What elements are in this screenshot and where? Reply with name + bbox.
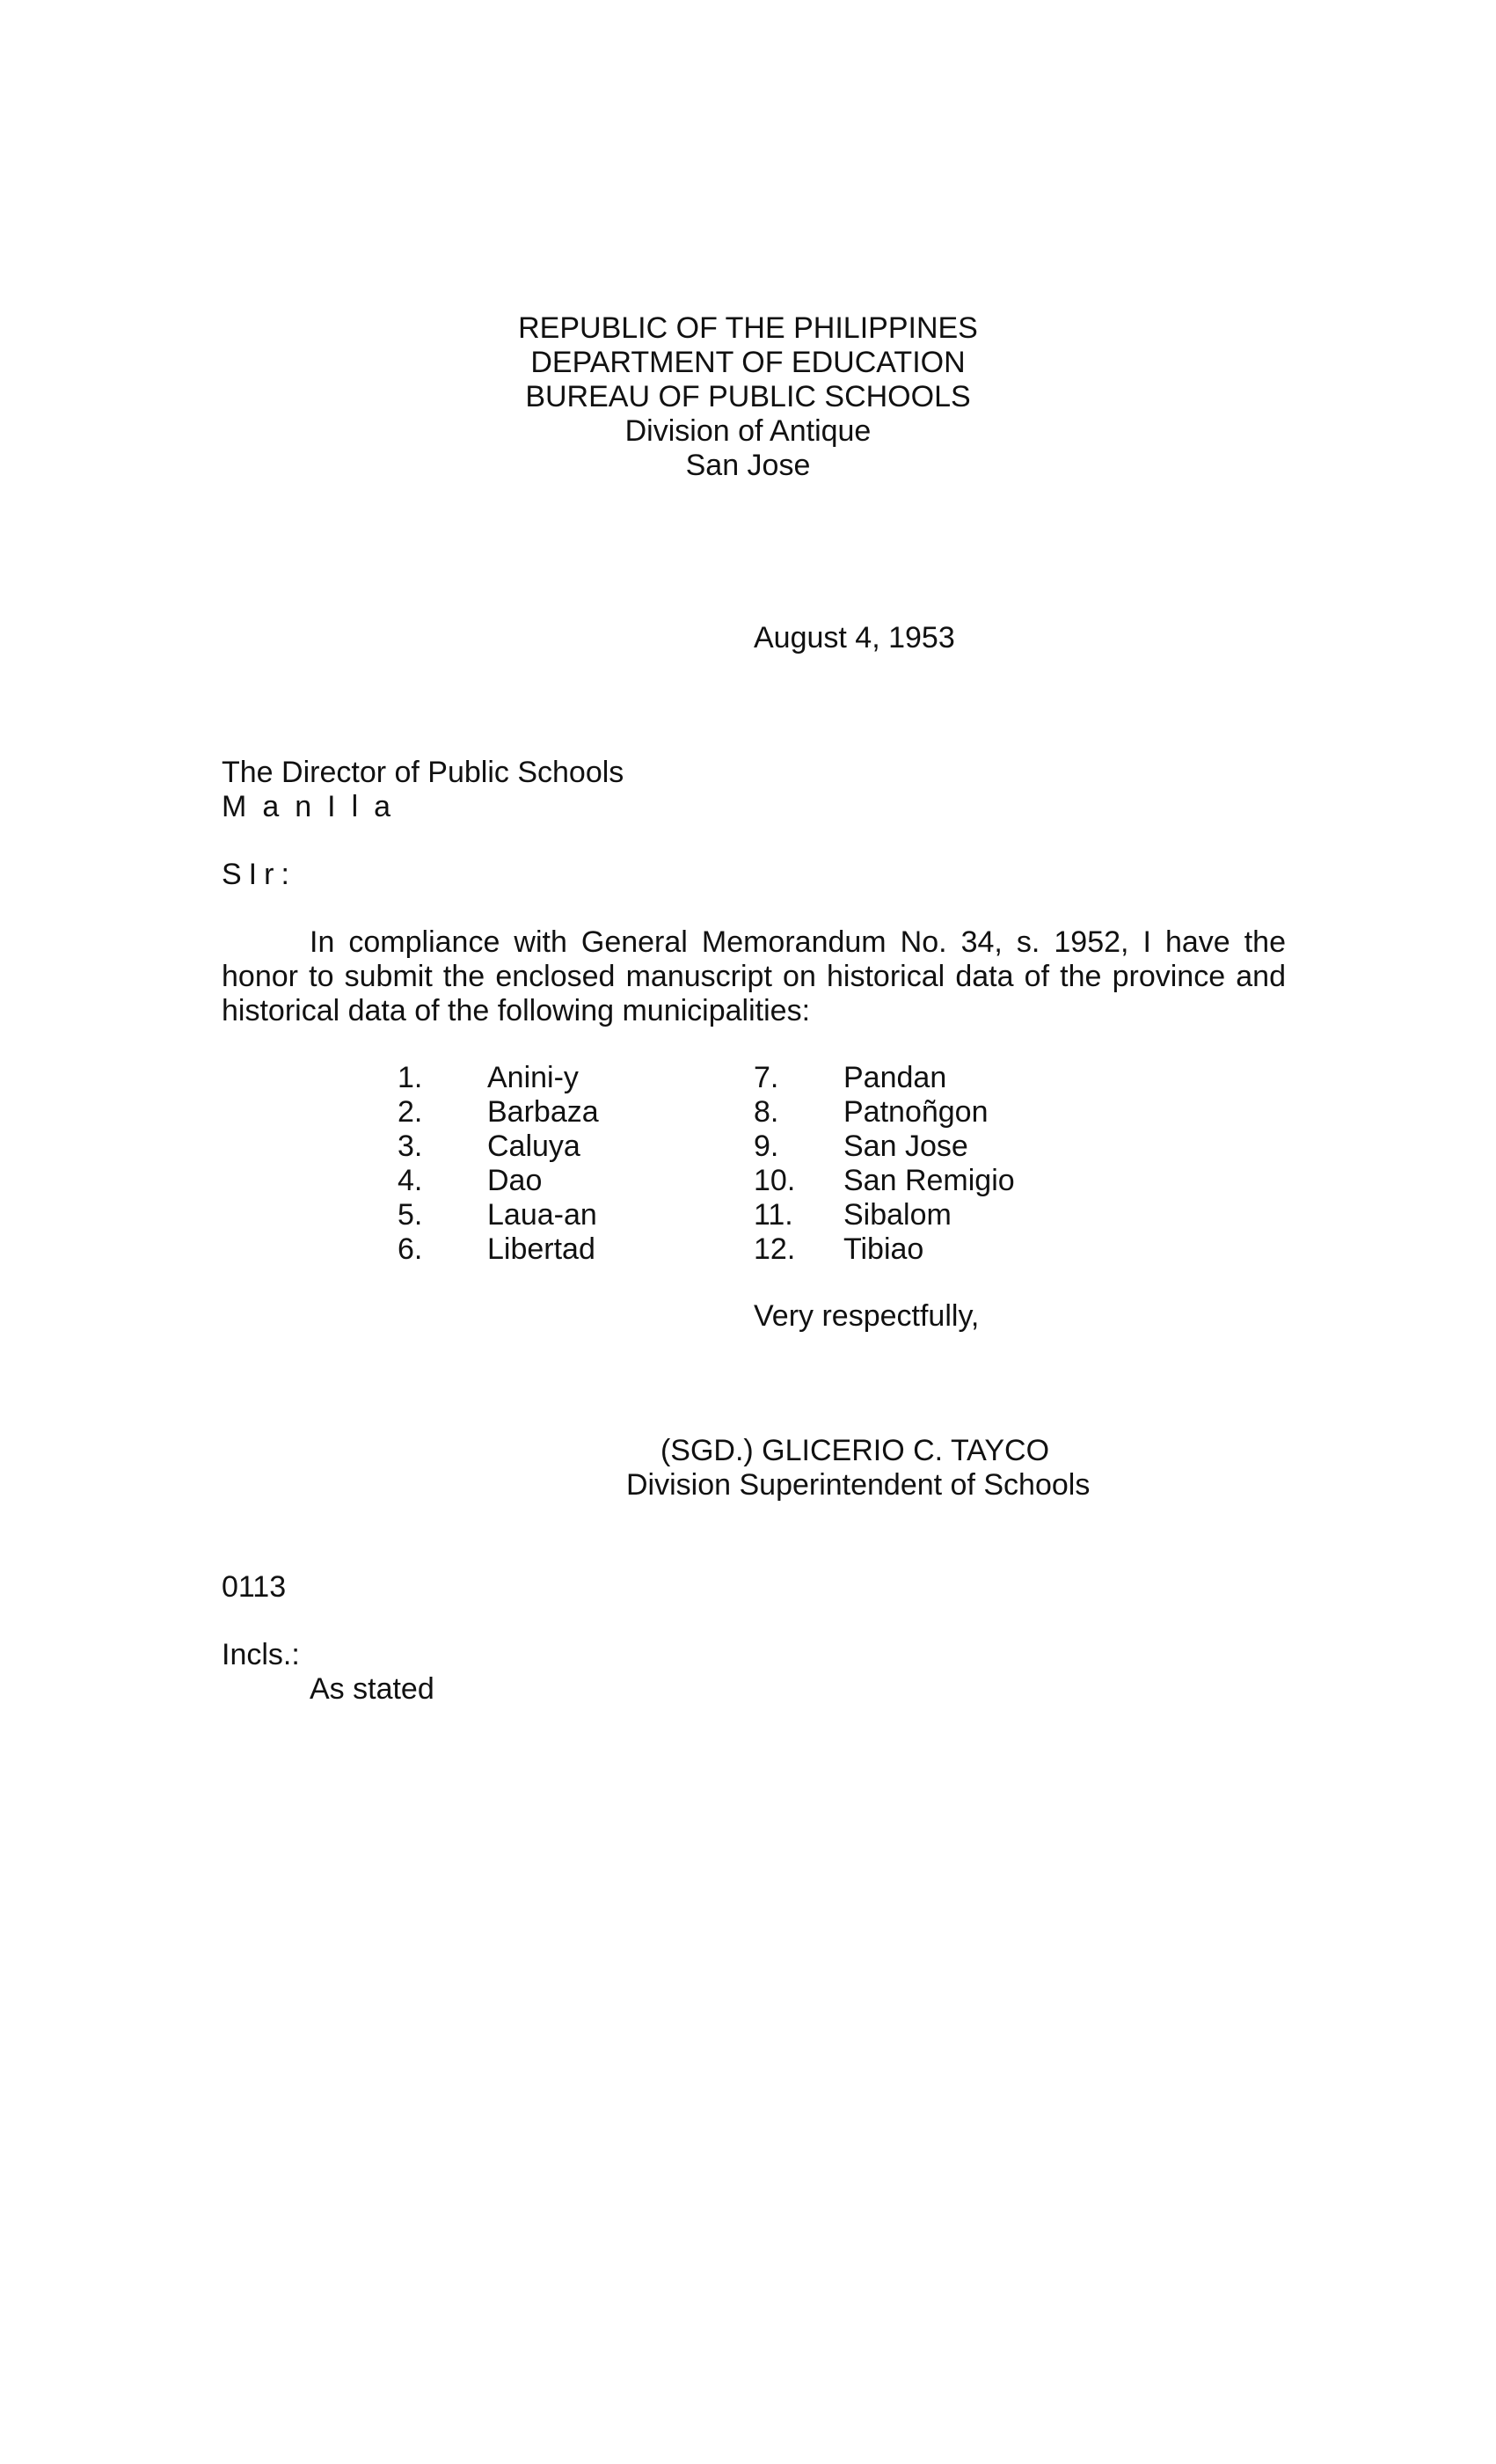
enclosures-detail: As stated <box>310 1672 434 1706</box>
list-item-name: Sibalom <box>843 1198 952 1232</box>
salutation: SIr: <box>222 858 296 891</box>
addressee-title: The Director of Public Schools <box>222 756 624 789</box>
list-item-name: San Remigio <box>843 1164 1015 1197</box>
body-paragraph: In compliance with General Memorandum No. 34, s. 1952, I have the honor to submit the enclosed manuscript on historical data of the province and historical data of the following municipalities: <box>222 925 1286 1027</box>
addressee-block <box>222 756 624 824</box>
list-item-number: 8. <box>754 1095 779 1129</box>
list-item-number: 11. <box>754 1198 793 1232</box>
list-item-name: Libertad <box>487 1232 595 1266</box>
letterhead-republic: REPUBLIC OF THE PHILIPPINES <box>518 311 978 345</box>
reference-number: 0113 <box>222 1570 287 1604</box>
list-item-number: 12. <box>754 1232 796 1266</box>
letterhead-division: Division of Antique <box>624 414 872 448</box>
letter-date: August 4, 1953 <box>754 621 955 654</box>
list-item-number: 9. <box>754 1130 779 1163</box>
list-item-name: San Jose <box>843 1130 968 1163</box>
list-item-name: Dao <box>487 1164 543 1197</box>
list-item-name: Caluya <box>487 1130 580 1163</box>
signatory-name: (SGD.) GLICERIO C. TAYCO <box>660 1434 1050 1467</box>
list-item-name: Tibiao <box>843 1232 924 1266</box>
addressee-city: ManIla <box>222 790 407 823</box>
letterhead-city: San Jose <box>685 449 811 482</box>
list-item-name: Barbaza <box>487 1095 599 1129</box>
enclosures-label: Incls.: <box>222 1638 300 1671</box>
letterhead-department: DEPARTMENT OF EDUCATION <box>530 346 966 379</box>
list-item-number: 3. <box>398 1130 423 1163</box>
complimentary-close: Very respectfully, <box>754 1299 980 1333</box>
list-item-name: Patnoñgon <box>843 1095 989 1129</box>
letterhead-bureau: BUREAU OF PUBLIC SCHOOLS <box>525 380 971 413</box>
list-item-number: 6. <box>398 1232 423 1266</box>
signatory-title: Division Superintendent of Schools <box>626 1468 1091 1502</box>
list-item-name: Pandan <box>843 1061 947 1094</box>
signature-block <box>626 1434 1091 1503</box>
list-item-number: 10. <box>754 1164 796 1197</box>
letterhead <box>0 311 1496 483</box>
list-item-number: 4. <box>398 1164 423 1197</box>
list-item-number: 5. <box>398 1198 423 1232</box>
list-item-number: 1. <box>398 1061 423 1094</box>
list-item-name: Anini-y <box>487 1061 579 1094</box>
list-item-name: Laua-an <box>487 1198 597 1232</box>
list-item-number: 7. <box>754 1061 779 1094</box>
list-item-number: 2. <box>398 1095 423 1129</box>
